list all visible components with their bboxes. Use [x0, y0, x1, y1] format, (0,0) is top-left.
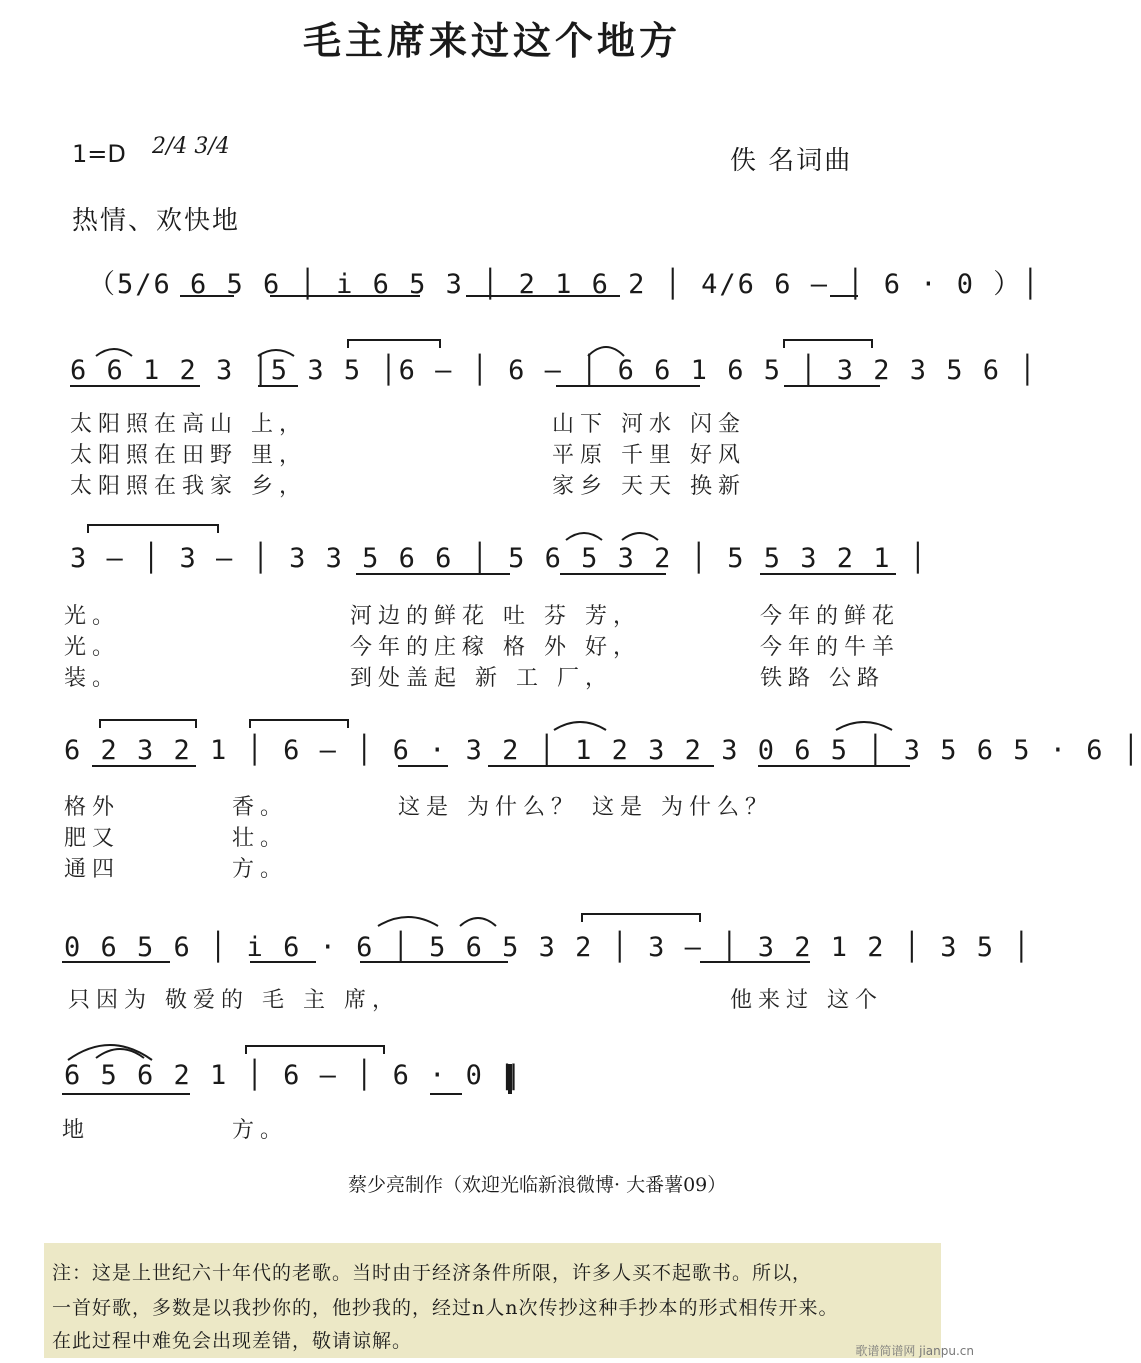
- time-signature: 2/4 3/4: [152, 134, 230, 159]
- lyric-verse2-d: 今年的庄稼 格 外 好，: [350, 635, 641, 660]
- lyric-chorus-a: 只因为 敬爱的 毛 主 席，: [68, 988, 400, 1013]
- notation-line-3: 3 — │ 3 — │ 3 3 5 6 6 │ 5 6 5 3 2 │ 5 5 3 2 1 │: [70, 543, 929, 574]
- lyric-verse3-f: 通四: [64, 857, 121, 882]
- lyric-chorus-question: 这是 为什么？ 这是 为什么？: [398, 795, 773, 820]
- lyric-verse2-g: 壮。: [232, 826, 289, 851]
- footnote-line-2: 一首好歌，多数是以我抄你的，他抄我的，经过n人n次传抄这种手抄本的形式相传开来。: [52, 1297, 839, 1319]
- notation-line-1: （5/6 6 5 6 │ i 6 5 3 │ 2 1 6 2 │ 4/6 6 — │ 6 · 0 ）│: [88, 269, 1041, 300]
- lyric-verse2-e: 今年的牛羊: [760, 635, 901, 660]
- lyric-ending-b: 方。: [232, 1118, 289, 1143]
- notation-line-2: 6 6 1 2 3 │5 3 5 │6 — │ 6 — │ 6 6 1 6 5 │ 3 2 3 5 6 │: [70, 355, 1038, 386]
- footnote-line-3: 在此过程中难免会出现差错，敬请谅解。: [52, 1330, 413, 1352]
- lyric-verse3-g: 方。: [232, 857, 289, 882]
- song-title: 毛主席来过这个地方: [302, 18, 681, 63]
- lyric-verse2-c: 光。: [64, 635, 121, 660]
- arranger-credit: 蔡少亮制作（欢迎光临新浪微博· 大番薯09）: [348, 1174, 727, 1196]
- lyric-verse1-e: 今年的鲜花: [760, 604, 901, 629]
- key-signature: 1=D: [72, 140, 126, 168]
- notation-line-5: 0 6 5 6 │ i 6 · 6 │ 5 6 5 3 2 │ 3 — │ 3 2 1 2 │ 3 5 │: [64, 932, 1032, 963]
- lyric-verse2-f: 肥又: [64, 826, 121, 851]
- notation-line-6: 6 5 6 2 1 │ 6 — │ 6 · 0 ‖: [64, 1060, 521, 1091]
- site-watermark: 歌谱简谱网 jianpu.cn: [855, 1344, 974, 1358]
- author-credit: 佚 名词曲: [730, 146, 853, 176]
- lyric-ending-a: 地: [62, 1118, 91, 1143]
- lyric-verse3-b: 家乡 天天 换新: [552, 474, 746, 499]
- lyric-verse1-a: 太阳照在高山 上，: [70, 412, 307, 437]
- lyric-verse1-b: 山下 河水 闪金: [552, 412, 746, 437]
- lyric-verse1-d: 河边的鲜花 吐 芬 芳，: [350, 604, 641, 629]
- lyric-verse1-c: 光。: [64, 604, 121, 629]
- lyric-verse3-c: 装。: [64, 666, 121, 691]
- lyric-chorus-b: 他来过 这个: [730, 988, 883, 1013]
- lyric-verse2-b: 平原 千里 好风: [552, 443, 746, 468]
- tempo-marking: 热情、欢快地: [72, 206, 241, 236]
- lyric-verse2-a: 太阳照在田野 里，: [70, 443, 307, 468]
- notation-line-4: 6 2 3 2 1 │ 6 — │ 6 · 3 2 │ 1 2 3 2 3 0 6 5 │ 3 5 6 5 · 6 │: [64, 735, 1141, 766]
- footnote-line-1: 注：这是上世纪六十年代的老歌。当时由于经济条件所限，许多人买不起歌书。所以，: [52, 1262, 813, 1284]
- lyric-verse3-d: 到处盖起 新 工 厂，: [350, 666, 613, 691]
- lyric-verse3-a: 太阳照在我家 乡，: [70, 474, 307, 499]
- lyric-verse3-e: 铁路 公路: [760, 666, 885, 691]
- lyric-verse1-f: 格外: [64, 795, 121, 820]
- lyric-verse1-g: 香。: [232, 795, 289, 820]
